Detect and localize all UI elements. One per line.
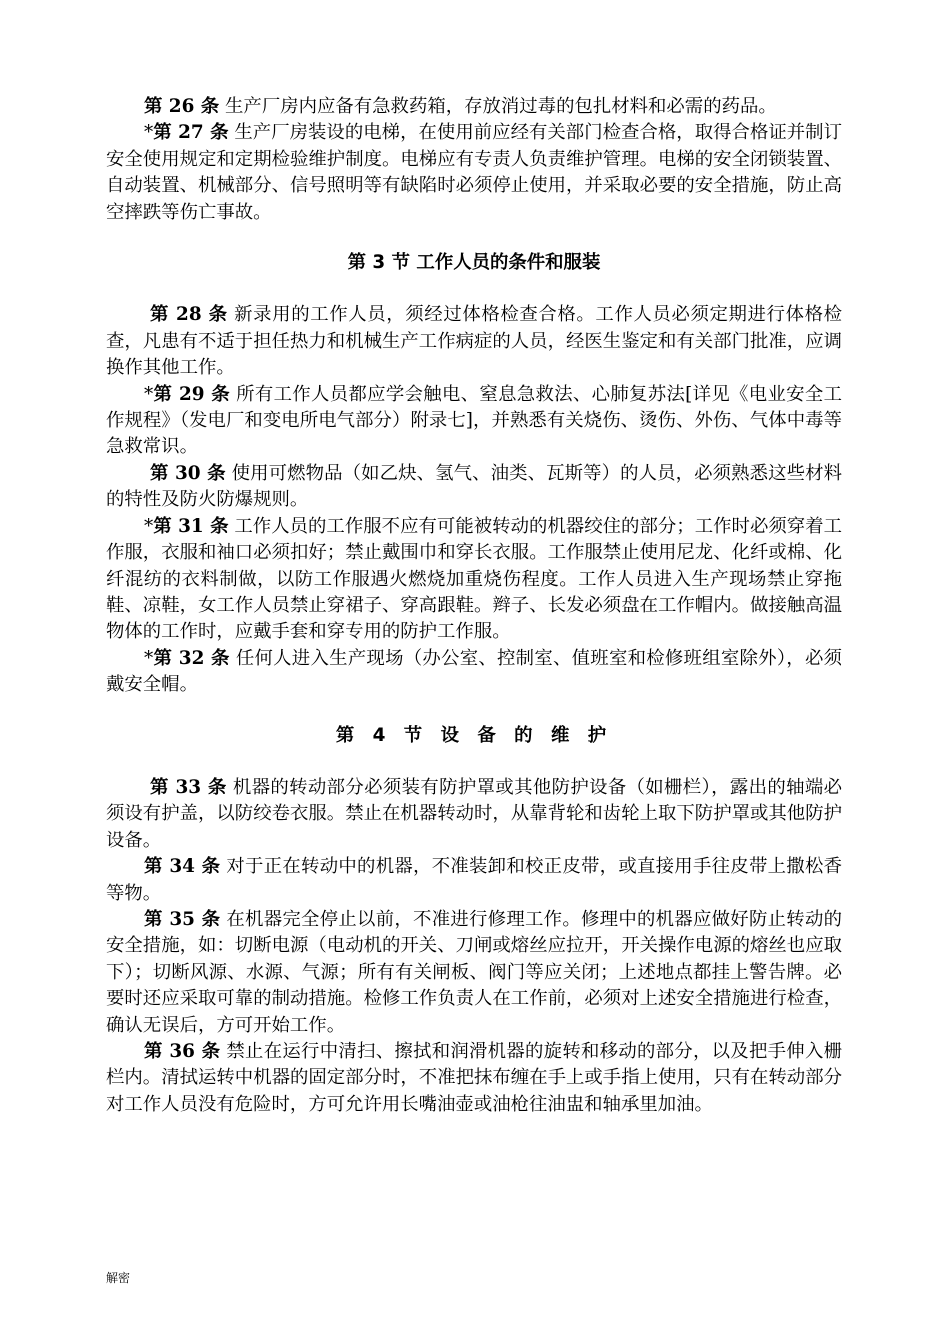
section-3-title: 第 3 节 工作人员的条件和服装 (347, 252, 601, 274)
article-text: 禁止在运行中清扫、擦拭和润滑机器的旋转和移动的部分，以及把手伸入栅栏内。清拭运转中机器的固定部分时，不准把抹布缠在手上或手指上使用，只有在转动部分对工作人员没有危险时，方可允许用长嘴油壶或油枪往油盅和轴承里加油。 (106, 1041, 842, 1115)
article-number: 第 32 条 (153, 647, 230, 669)
article-text: 在机器完全停止以前，不准进行修理工作。修理中的机器应做好防止转动的安全措施，如：切断电源（电动机的开关、刀闸或熔丝应拉开，开关操作电源的熔丝也应取下）；切断风源、水源、气源；所有有关闸板、阀门等应关闭；上述地点都挂上警告牌。必要时还应采取可靠的制动措施。检修工作负责人在工作前，必须对上述安全措施进行检查，确认无误后，方可开始工作。 (106, 908, 842, 1036)
document-page (106, 94, 842, 1118)
article-text: 工作人员的工作服不应有可能被转动的机器绞住的部分；工作时必须穿着工作服，衣服和袖口必须扣好；禁止戴围巾和穿长衣服。工作服禁止使用尼龙、化纤或棉、化纤混纺的衣料制做，以防工作服遇火燃烧加重烧伤程度。工作人员进入生产现场禁止穿拖鞋、凉鞋，女工作人员禁止穿裙子、穿高跟鞋。辫子、长发必须盘在工作帽内。做接触高温物体的工作时，应戴手套和穿专用的防护工作服。 (106, 515, 842, 643)
article-text: 对于正在转动中的机器，不准装卸和校正皮带，或直接用手往皮带上撒松香等物。 (106, 856, 842, 904)
article-number: 第 29 条 (153, 383, 230, 405)
article-number: 第 26 条 (144, 96, 220, 117)
article-32 (106, 646, 842, 699)
article-text: 生产厂房内应备有急救药箱，存放消过毒的包扎材料和必需的药品。 (219, 96, 777, 117)
article-text: 所有工作人员都应学会触电、窒息急救法、心肺复苏法[详见《电业安全工作规程》（发电厂和变电所电气部分）附录七]，并熟悉有关烧伤、烫伤、外伤、气体中毒等急救常识。 (106, 383, 842, 458)
article-number: 第 36 条 (144, 1041, 221, 1062)
article-27 (106, 120, 842, 226)
article-number: 第 27 条 (153, 122, 229, 144)
article-30 (106, 461, 842, 514)
article-text: 生产厂房装设的电梯，在使用前应经有关部门检查合格，取得合格证并制订安全使用规定和定期检验维护制度。电梯应有专责人负责维护管理。电梯的安全闭锁装置、自动装置、机械部分、信号照明等有缺陷时必须停止使用，并采取必要的安全措施，防止高空摔跌等伤亡事故。 (106, 122, 842, 223)
article-35 (106, 907, 842, 1039)
article-number: 第 28 条 (150, 304, 228, 326)
article-29 (106, 382, 842, 461)
article-34 (106, 854, 842, 907)
footer-classification-label: 解密 (106, 1271, 131, 1285)
article-26 (106, 94, 842, 120)
article-36 (106, 1039, 842, 1118)
article-star: * (144, 122, 154, 144)
article-text: 使用可燃物品（如乙炔、氢气、油类、瓦斯等）的人员，必须熟悉这些材料的特性及防火防爆规则。 (106, 462, 842, 511)
article-text: 任何人进入生产现场（办公室、控制室、值班室和检修班组室除外），必须戴安全帽。 (106, 647, 842, 696)
article-28 (106, 302, 842, 381)
section-4-title: 第 4 节 设 备 的 维 护 (335, 724, 613, 746)
article-star: * (144, 647, 154, 669)
article-33 (106, 775, 842, 854)
article-number: 第 33 条 (150, 776, 227, 798)
article-number: 第 34 条 (144, 856, 221, 878)
article-number: 第 35 条 (144, 908, 221, 930)
article-number: 第 31 条 (153, 515, 229, 537)
article-31 (106, 514, 842, 646)
article-star: * (144, 515, 154, 537)
article-text: 机器的转动部分必须装有防护罩或其他防护设备（如栅栏），露出的轴端必须设有护盖，以防绞卷衣服。禁止在机器转动时，从靠背轮和齿轮上取下防护罩或其他防护设备。 (106, 776, 842, 851)
article-number: 第 30 条 (150, 462, 226, 484)
article-star: * (144, 383, 154, 405)
article-text: 新录用的工作人员，须经过体格检查合格。工作人员必须定期进行体格检查，凡患有不适于担任热力和机械生产工作病症的人员，经医生鉴定和有关部门批准，应调换作其他工作。 (106, 304, 842, 379)
